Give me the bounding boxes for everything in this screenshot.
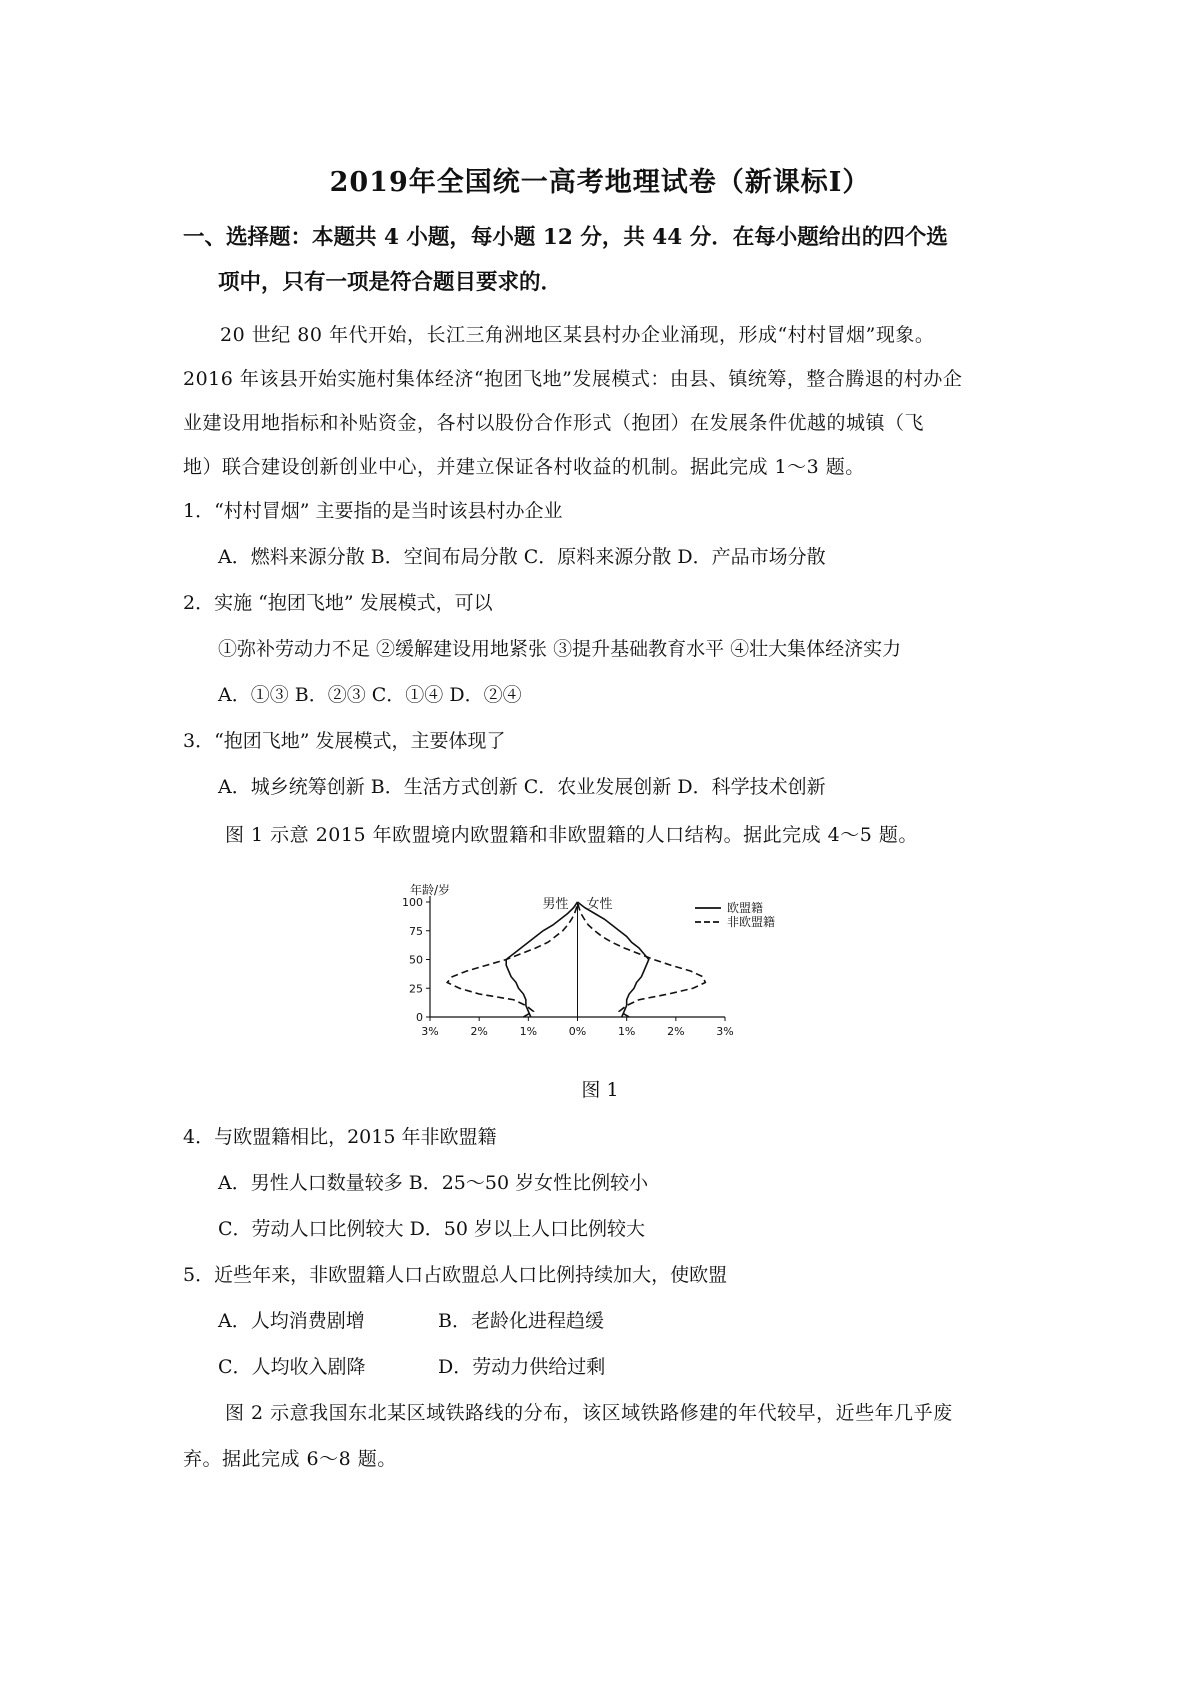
q1-stem: 1．“村村冒烟” 主要指的是当时该县村办企业 bbox=[183, 500, 563, 522]
x-tick-label: 0% bbox=[568, 1025, 587, 1038]
q4-options-line1: A．男性人口数量较多 B．25～50 岁女性比例较小 bbox=[218, 1172, 649, 1194]
male-label: 男性 bbox=[542, 897, 569, 912]
passage1-line1: 20 世纪 80 年代开始，长江三角洲地区某县村办企业涌现，形成“村村冒烟”现象。 bbox=[220, 324, 935, 346]
y-tick-label: 0 bbox=[416, 1011, 423, 1024]
series-1-female-line bbox=[578, 902, 706, 1017]
passage3-line1: 图 2 示意我国东北某区域铁路线的分布，该区域铁路修建的年代较早，近些年几乎废 bbox=[225, 1402, 953, 1424]
legend-label: 欧盟籍 bbox=[727, 901, 764, 915]
female-label: 女性 bbox=[586, 897, 613, 912]
q5-stem: 5．近些年来，非欧盟籍人口占欧盟总人口比例持续加大，使欧盟 bbox=[183, 1264, 728, 1286]
x-tick-label: 3% bbox=[716, 1025, 734, 1038]
q1-options: A．燃料来源分散 B．空间布局分散 C．原料来源分散 D．产品市场分散 bbox=[218, 546, 826, 568]
y-tick-label: 50 bbox=[409, 953, 423, 967]
q4-stem: 4．与欧盟籍相比，2015 年非欧盟籍 bbox=[183, 1126, 497, 1148]
q3-options: A．城乡统筹创新 B．生活方式创新 C．农业发展创新 D．科学技术创新 bbox=[218, 776, 826, 798]
passage1-line4: 地）联合建设创新创业中心，并建立保证各村收益的机制。据此完成 1～3 题。 bbox=[183, 456, 865, 478]
passage2: 图 1 示意 2015 年欧盟境内欧盟籍和非欧盟籍的人口结构。据此完成 4～5 题。 bbox=[225, 824, 918, 846]
q2-options: A．①③ B．②③ C．①④ D．②④ bbox=[218, 684, 522, 706]
q4-options-line2: C．劳动人口比例较大 D．50 岁以上人口比例较大 bbox=[218, 1218, 646, 1240]
y-tick-label: 100 bbox=[402, 896, 423, 909]
passage1-line3: 业建设用地指标和补贴资金，各村以股份合作形式（抱团）在发展条件优越的城镇（飞 bbox=[183, 412, 925, 434]
q5-option-a: A．人均消费剧增 bbox=[218, 1310, 365, 1332]
population-pyramid-chart bbox=[395, 882, 835, 1062]
y-axis-label: 年龄/岁 bbox=[410, 883, 451, 897]
passage1-line2: 2016 年该县开始实施村集体经济“抱团飞地”发展模式：由县、镇统筹，整合腾退的村办企 bbox=[183, 368, 963, 390]
x-tick-label: 2% bbox=[470, 1025, 488, 1038]
q5-option-c: C．人均收入剧降 bbox=[218, 1356, 366, 1378]
page-title: 2019年全国统一高考地理试卷（新课标I） bbox=[329, 167, 871, 198]
section-heading-line1: 一、选择题：本题共 4 小题，每小题 12 分，共 44 分．在每小题给出的四个选 bbox=[183, 225, 948, 250]
q5-option-b: B．老龄化进程趋缓 bbox=[438, 1310, 604, 1332]
x-tick-label: 1% bbox=[617, 1025, 636, 1038]
x-tick-label: 1% bbox=[519, 1025, 538, 1038]
y-tick-label: 75 bbox=[409, 924, 423, 938]
q2-stem: 2．实施 “抱团飞地” 发展模式，可以 bbox=[183, 592, 493, 614]
legend-label: 非欧盟籍 bbox=[727, 915, 776, 929]
x-tick-label: 2% bbox=[667, 1025, 685, 1038]
section-heading-line2: 项中，只有一项是符合题目要求的． bbox=[218, 270, 563, 295]
population-pyramid-svg bbox=[395, 882, 835, 1062]
q3-stem: 3．“抱团飞地” 发展模式，主要体现了 bbox=[183, 730, 506, 752]
series-1-male-line bbox=[447, 902, 577, 1017]
passage3-line2: 弃。据此完成 6～8 题。 bbox=[183, 1448, 397, 1470]
q2-items: ①弥补劳动力不足 ②缓解建设用地紧张 ③提升基础教育水平 ④壮大集体经济实力 bbox=[218, 638, 902, 660]
y-tick-label: 25 bbox=[409, 982, 423, 996]
series-0-male-line bbox=[506, 902, 577, 1017]
x-tick-label: 3% bbox=[421, 1025, 439, 1038]
q5-option-d: D．劳动力供给过剩 bbox=[438, 1356, 606, 1378]
figure-caption: 图 1 bbox=[581, 1079, 619, 1101]
